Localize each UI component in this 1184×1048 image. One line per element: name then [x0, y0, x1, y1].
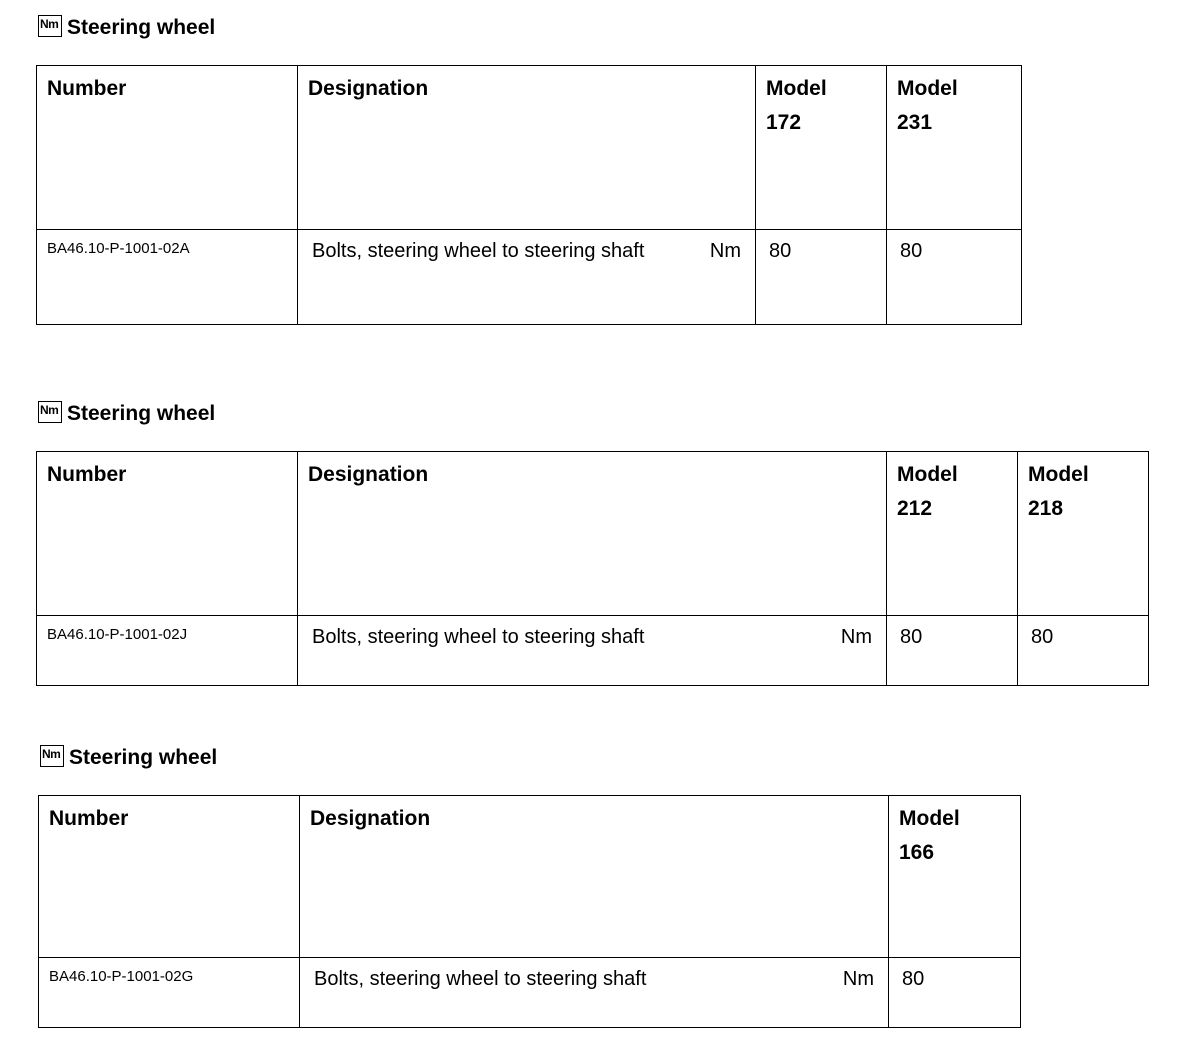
table-row — [39, 958, 1021, 1028]
designation-cell — [298, 616, 887, 686]
header-number: Number — [39, 796, 300, 958]
table-row — [37, 230, 1022, 325]
torque-value: 80 — [756, 230, 887, 325]
section-heading — [38, 402, 215, 426]
part-number: BA46.10-P-1001-02A — [37, 230, 298, 325]
table-row — [37, 616, 1149, 686]
table-header-row — [37, 66, 1022, 230]
designation-text: Bolts, steering wheel to steering shaft — [312, 626, 645, 648]
section-title: Steering wheel — [67, 16, 216, 39]
header-number: Number — [37, 452, 298, 616]
torque-nm-icon: Nm — [40, 745, 64, 767]
section-heading — [40, 746, 217, 770]
table-header-row — [37, 452, 1149, 616]
section-title: Steering wheel — [67, 402, 216, 425]
designation-text: Bolts, steering wheel to steering shaft — [314, 968, 647, 990]
header-model: Model 231 — [887, 66, 1022, 230]
table-header-row — [39, 796, 1021, 958]
header-designation: Designation — [298, 452, 887, 616]
torque-value: 80 — [887, 616, 1018, 686]
header-model: Model 172 — [756, 66, 887, 230]
header-model: Model 218 — [1018, 452, 1149, 616]
designation-cell — [300, 958, 889, 1028]
torque-table — [36, 65, 1022, 325]
torque-nm-icon: Nm — [38, 15, 62, 37]
torque-value: 80 — [1018, 616, 1149, 686]
torque-nm-icon: Nm — [38, 401, 62, 423]
torque-table — [38, 795, 1021, 1028]
header-number: Number — [37, 66, 298, 230]
torque-value: 80 — [887, 230, 1022, 325]
section-title: Steering wheel — [69, 746, 218, 769]
section-heading — [38, 16, 215, 40]
header-model: Model 166 — [889, 796, 1021, 958]
unit-label: Nm — [709, 240, 741, 262]
torque-value: 80 — [889, 958, 1021, 1028]
designation-cell — [298, 230, 756, 325]
unit-label: Nm — [840, 626, 872, 648]
header-designation: Designation — [298, 66, 756, 230]
header-designation: Designation — [300, 796, 889, 958]
header-model: Model 212 — [887, 452, 1018, 616]
part-number: BA46.10-P-1001-02J — [37, 616, 298, 686]
unit-label: Nm — [842, 968, 874, 990]
part-number: BA46.10-P-1001-02G — [39, 958, 300, 1028]
designation-text: Bolts, steering wheel to steering shaft — [312, 240, 645, 262]
torque-table — [36, 451, 1149, 686]
